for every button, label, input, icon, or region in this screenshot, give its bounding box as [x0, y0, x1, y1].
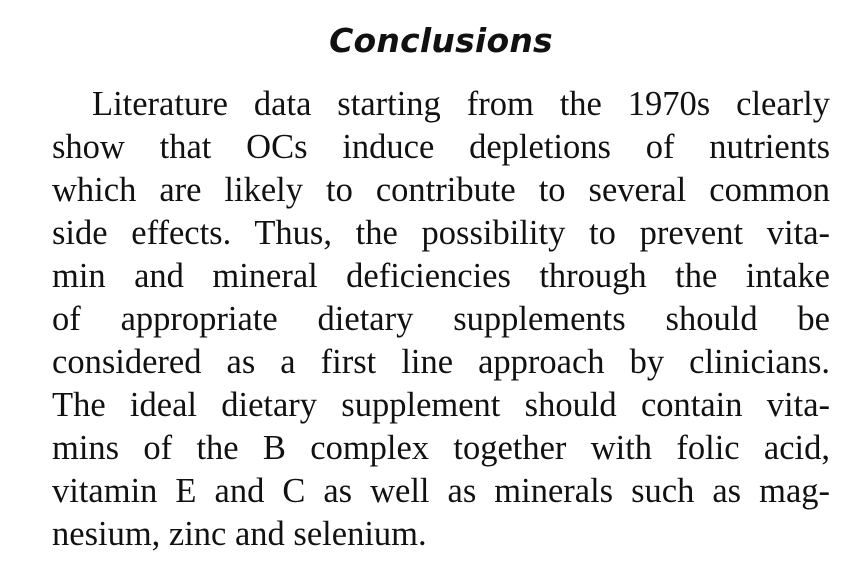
paragraph-line: side effects. Thus, the possibility to prevent vita-: [52, 214, 830, 252]
paragraph-line: nesium, zinc and selenium.: [52, 515, 427, 553]
conclusions-section: [52, 18, 830, 556]
paragraph-line: show that OCs induce depletions of nutrients: [52, 128, 830, 166]
paragraph-line: of appropriate dietary supplements should be: [52, 300, 830, 338]
section-heading: Conclusions: [329, 21, 553, 60]
paragraph-line: The ideal dietary supplement should contain vita-: [52, 386, 830, 424]
paragraph-line: which are likely to contribute to several common: [52, 171, 830, 209]
paragraph-line: min and mineral deficiencies through the intake: [52, 257, 830, 295]
paragraph-line: mins of the B complex together with folic acid,: [52, 429, 830, 467]
paragraph-line: Literature data starting from the 1970s clearly: [92, 85, 830, 123]
conclusions-paragraph: [52, 83, 830, 556]
paragraph-line: vitamin E and C as well as minerals such as mag-: [52, 472, 830, 510]
paragraph-line: considered as a first line approach by clinicians.: [52, 343, 830, 381]
